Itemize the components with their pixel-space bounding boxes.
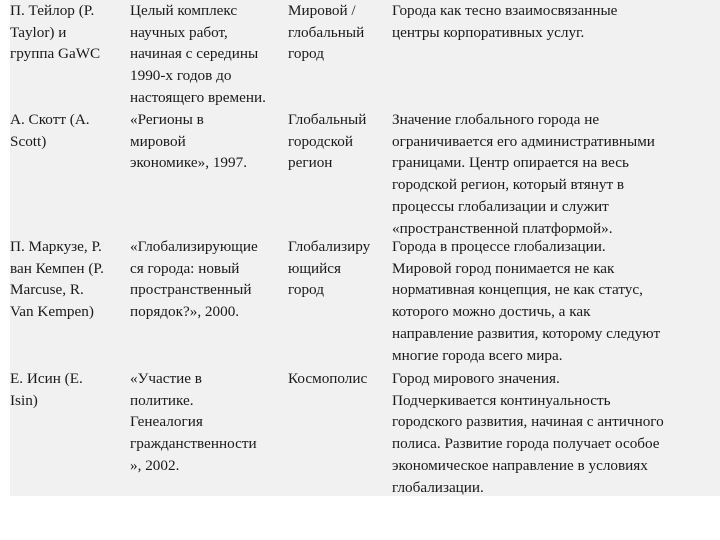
row4-author: Е. Исин (E. Isin) xyxy=(10,370,83,409)
row3-definition: Города в процессе глобализации. Мировой город понимается не как нормативная концепция, не как статус, которого можно достичь, а как направление развития, которому следуют многие города всего мира. xyxy=(392,238,661,364)
row2-definition: Значение глобального города не ограничивается его административными границами. Центр опирается на весь городской регион, который втянут в процессы глобализации и служит «пространственной платформой». xyxy=(392,111,655,237)
row4-definition: Город мирового значения. Подчеркивается континуальность городского развития, начиная с античного полиса. Развитие города получает особое экономическое направление в условиях глобализации. xyxy=(392,370,664,496)
row4-work: «Участие в политике. Генеалогия гражданственности », 2002. xyxy=(130,370,257,474)
row2-term: Глобальный городской регион xyxy=(288,111,367,172)
row3-author: П. Маркузе, Р. ван Кемпен (P. Marcuse, R. Van Kempen) xyxy=(10,238,104,321)
row3-work: «Глобализирующие ся города: новый пространственный порядок?», 2000. xyxy=(130,238,258,321)
row2-work: «Регионы в мировой экономике», 1997. xyxy=(130,111,247,172)
row1-author: П. Тейлор (P. Taylor) и группа GaWC xyxy=(10,2,101,63)
row1-term: Мировой / глобальный город xyxy=(288,2,365,63)
row3-term: Глобализиру ющийся город xyxy=(288,238,371,299)
row1-work: Целый комплекс научных работ, начиная с середины 1990-х годов до настоящего времени. xyxy=(130,2,266,106)
row4-term: Космополис xyxy=(288,370,368,387)
document-page xyxy=(10,0,720,496)
row1-definition: Города как тесно взаимосвязанные центры корпоративных услуг. xyxy=(392,2,618,41)
row2-author: А. Скотт (A. Scott) xyxy=(10,111,90,150)
